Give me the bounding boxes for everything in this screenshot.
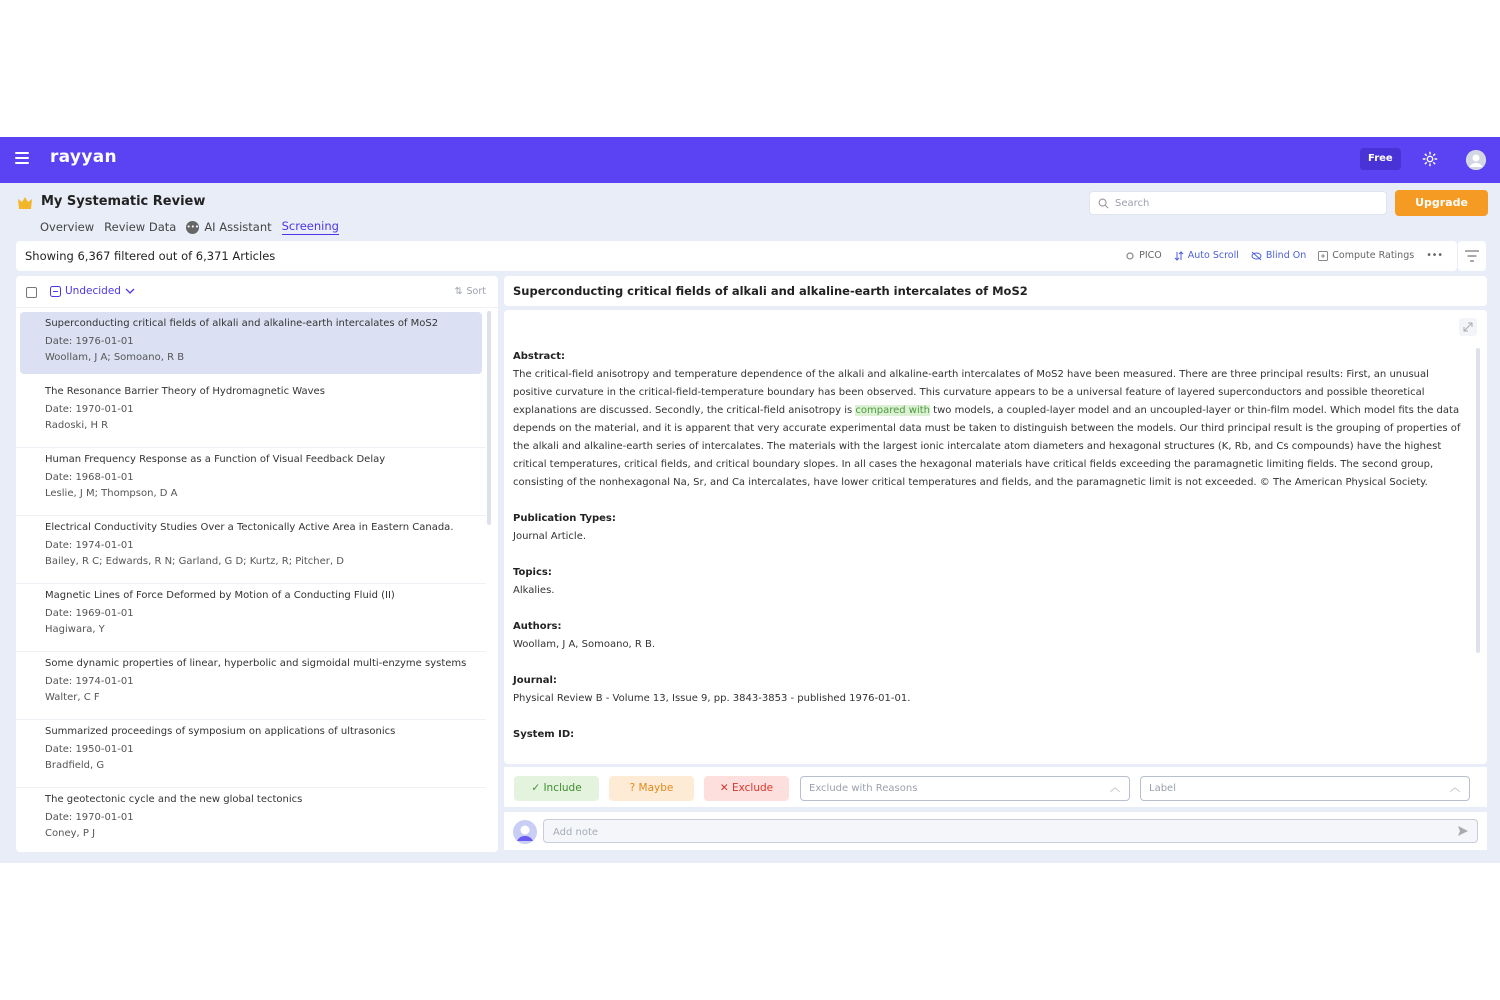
eye-slash-icon [1251,251,1262,261]
item-authors: Bailey, R C; Edwards, R N; Garland, G D; Kurtz, R; Pitcher, D [45,556,344,567]
list-item[interactable] [16,380,486,448]
item-authors: Leslie, J M; Thompson, D A [45,488,178,499]
compute-ratings-button[interactable] [1318,250,1414,261]
journal-value: Physical Review B - Volume 13, Issue 9, pp. 3843-3853 - published 1976-01-01. [513,693,911,704]
app-root [0,137,1500,863]
item-title: Some dynamic properties of linear, hyperbolic and sigmoidal multi-enzyme systems [45,658,467,669]
exclude-button[interactable] [704,776,789,801]
chat-icon: ••• [186,221,199,234]
arrows-updown-icon [1174,251,1184,261]
note-bar [504,812,1487,850]
compute-ratings-label: Compute Ratings [1332,250,1415,261]
decision-bar [504,767,1487,807]
tab-overview[interactable]: Overview [40,220,95,234]
check-icon: ✓ [531,782,544,794]
journal-label: Journal: [513,675,557,686]
item-date: Date: 1970-01-01 [45,812,134,823]
list-item[interactable] [20,312,482,374]
item-title: Electrical Conductivity Studies Over a Tectonically Active Area in Eastern Canada. [45,522,454,533]
article-list [16,312,486,852]
abstract-text-2: two models, a coupled-layer model and an uncoupled-layer or thin-film model. Which model fits the data depends on the material, and it is apparent that very accurate experimental data must be taken to distinguish between the models. Our third principal result is the grouping of properties of the alkali and alkaline-earth series of intercalates. The materials with the largest ionic intercalate atom diameters and hexagonal structures (K, Rb, and Cs compounds) have the highest critical temperatures, critical fields, and critical boundary slopes. In all cases the hexagonal materials have critical fields exceeding the paramagnetic limiting fields. The second group, consisting of the nonhexagonal Na, Sr, and Ca intercalates, have lower critical temperatures and fields, and the paramagnetic limit is not exceeded. © The American Physical Society. [513,405,1461,488]
list-scrollbar[interactable] [487,311,491,525]
search-icon [1098,198,1109,209]
decision-filter-dropdown[interactable] [50,285,135,297]
expand-arrows-icon [1459,318,1477,336]
abstract-label: Abstract: [513,351,566,362]
item-date: Date: 1976-01-01 [45,336,134,347]
auto-scroll-label: Auto Scroll [1187,250,1239,261]
abstract-text-1: The critical-field anisotropy and temperature dependence of the alkali and alkaline-earth intercalates of MoS2 have been measured. There are three principal results: First, an unusual positive curvature in the critical-field-temperature boundary has been observed. This curvature appears to be a universal feature of layered superconductors and possible theoretical explanations are discussed. Secondly, the critical-field anisotropy is [513,369,1429,416]
pico-button[interactable] [1125,250,1162,261]
item-title: Human Frequency Response as a Function of Visual Feedback Delay [45,454,386,465]
x-icon: ✕ [719,782,732,794]
list-header [16,276,498,308]
screening-toolbar [1125,250,1443,261]
list-item[interactable] [16,516,486,584]
question-icon: ? [629,782,639,794]
article-count-text: Showing 6,367 filtered out of 6,371 Articles [25,249,276,263]
tab-review-data[interactable]: Review Data [104,220,177,234]
more-options-icon[interactable]: ••• [1426,250,1443,261]
ratings-icon [1318,251,1328,261]
chevron-up-icon: ︿ [1110,783,1120,794]
item-authors: Coney, P J [45,828,96,839]
undecided-icon [50,286,61,297]
item-title: Superconducting critical fields of alkali and alkaline-earth intercalates of MoS2 [45,318,439,329]
chevron-up-icon: ︿ [1450,783,1460,794]
exclude-reasons-placeholder: Exclude with Reasons [809,783,918,794]
filter-button[interactable] [1458,241,1486,271]
item-authors: Radoski, H R [45,420,109,431]
item-authors: Walter, C F [45,692,100,703]
gear-icon[interactable] [1421,150,1439,168]
item-title: Summarized proceedings of symposium on applications of ultrasonics [45,726,396,737]
item-authors: Bradfield, G [45,760,105,771]
item-date: Date: 1974-01-01 [45,540,134,551]
system-id-label: System ID: [513,729,575,740]
list-item[interactable] [16,584,486,652]
note-input-box[interactable] [543,819,1478,843]
item-date: Date: 1968-01-01 [45,472,134,483]
user-avatar[interactable] [1466,150,1486,170]
filter-icon [1458,241,1486,271]
list-item[interactable] [16,652,486,720]
search-box[interactable] [1089,191,1387,215]
item-authors: Hagiwara, Y [45,624,105,635]
journal-section [513,672,1463,708]
maybe-label: Maybe [638,782,674,794]
list-item[interactable] [16,720,486,788]
blind-on-toggle[interactable] [1251,250,1306,261]
list-item[interactable] [16,448,486,516]
article-list-panel [16,276,498,852]
user-icon [513,820,537,844]
note-input[interactable] [544,822,1424,844]
project-folder-icon [18,197,32,209]
tab-ai-assistant[interactable] [186,219,271,235]
project-title: My Systematic Review [41,194,206,209]
pico-label: PICO [1139,250,1162,261]
item-date: Date: 1974-01-01 [45,676,134,687]
blind-on-label: Blind On [1265,250,1307,261]
item-title: The Resonance Barrier Theory of Hydromagnetic Waves [45,386,325,397]
topics-label: Topics: [513,567,552,578]
item-title: The geotectonic cycle and the new global tectonics [45,794,303,805]
item-authors: Woollam, J A; Somoano, R B [45,352,185,363]
status-bar [16,241,1457,271]
chevron-down-icon [125,288,135,295]
auto-scroll-toggle[interactable] [1174,250,1239,261]
hamburger-menu-icon[interactable] [15,152,29,164]
expand-icon[interactable] [1459,318,1477,336]
include-button[interactable] [514,776,599,801]
send-icon[interactable] [1457,825,1469,837]
sort-icon: ⇅ [454,286,463,297]
maybe-button[interactable] [609,776,694,801]
authors-section [513,618,1463,654]
tab-screening[interactable]: Screening [281,219,339,233]
reviewer-avatar [513,820,537,844]
item-title: Magnetic Lines of Force Deformed by Motion of a Conducting Fluid (II) [45,590,395,601]
sort-button[interactable] [455,286,486,297]
gear-small-icon [1125,251,1135,261]
item-date: Date: 1950-01-01 [45,744,134,755]
exclude-label: Exclude [732,782,774,794]
article-title: Superconducting critical fields of alkali and alkaline-earth intercalates of MoS2 [513,284,1028,298]
search-input[interactable] [1115,198,1365,209]
article-content [513,348,1463,762]
sort-label: Sort [466,286,486,297]
topics-value: Alkalies. [513,585,555,596]
upgrade-button[interactable]: Upgrade [1395,190,1488,216]
decision-filter-label: Undecided [65,285,121,297]
pub-types-section [513,510,1463,546]
include-label: Include [543,782,582,794]
detail-scrollbar[interactable] [1476,348,1480,653]
select-all-checkbox[interactable] [26,287,37,298]
user-icon [1466,150,1486,170]
project-tabs [40,219,339,235]
item-date: Date: 1970-01-01 [45,404,134,415]
pub-types-label: Publication Types: [513,513,616,524]
list-item[interactable] [16,788,486,852]
exclude-reasons-select[interactable] [800,776,1130,801]
item-date: Date: 1969-01-01 [45,608,134,619]
topics-section [513,564,1463,600]
authors-label: Authors: [513,621,562,632]
top-bar [0,137,1500,183]
article-detail-panel [504,310,1487,764]
label-placeholder: Label [1149,783,1176,794]
label-select[interactable] [1140,776,1470,801]
tab-ai-assistant-label: AI Assistant [204,220,272,234]
plan-badge[interactable]: Free [1360,148,1401,170]
authors-value: Woollam, J A, Somoano, R B. [513,639,656,650]
abstract-section [513,348,1463,492]
app-logo[interactable]: rayyan [50,147,117,167]
pub-types-value: Journal Article. [513,531,587,542]
keyword-highlight: compared with [855,405,930,416]
system-id-section [513,726,1463,744]
article-title-bar [504,276,1487,306]
